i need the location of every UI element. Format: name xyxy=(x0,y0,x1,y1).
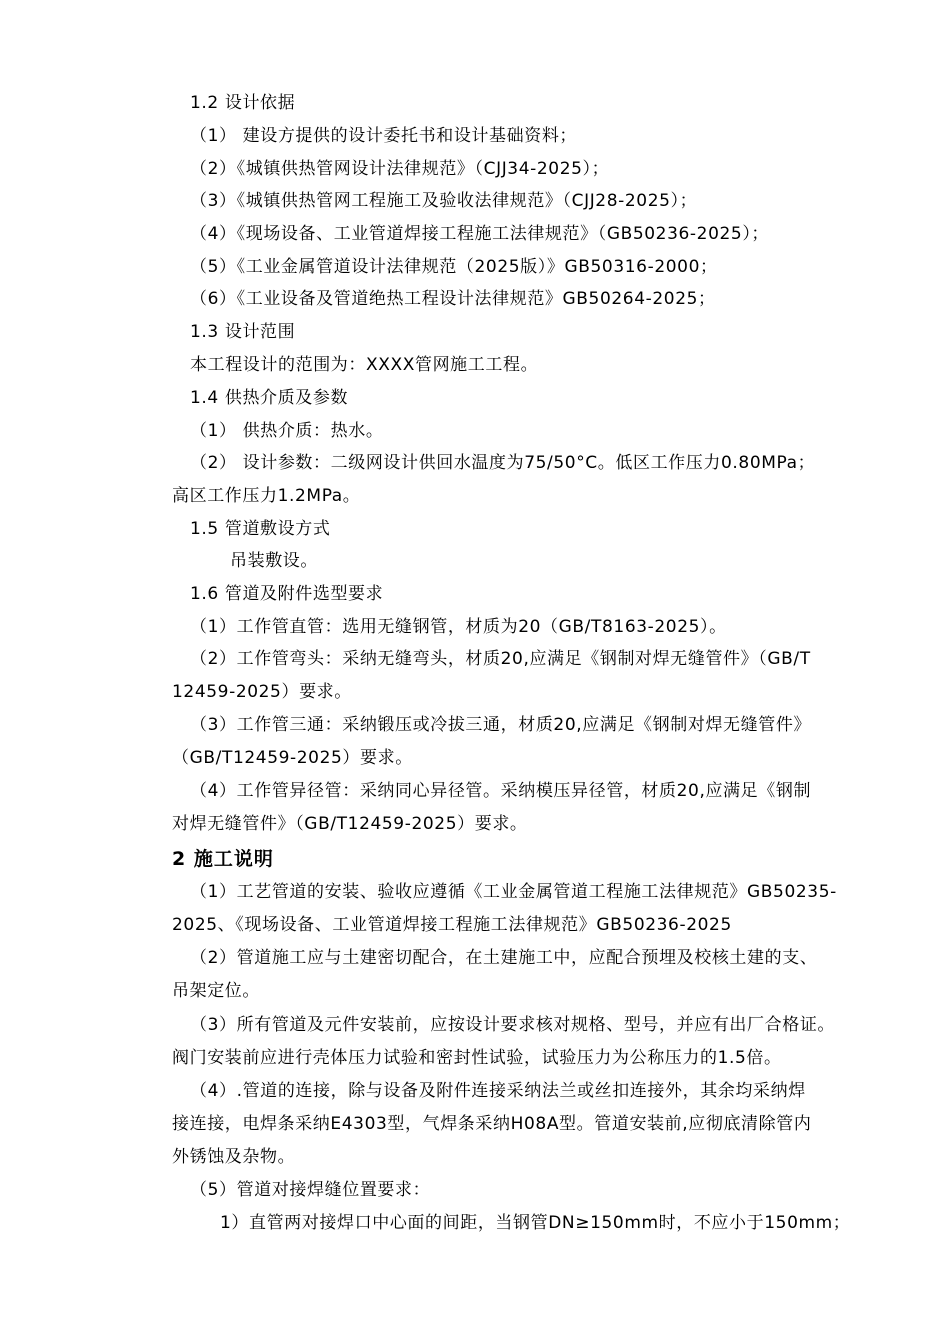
basis-item-1: （1） 建设方提供的设计委托书和设计基础资料； xyxy=(190,126,578,146)
basis-item-3: （3）《城镇供热管网工程施工及验收法律规范》（CJJ28-2025）； xyxy=(190,191,698,211)
section-heading-1-6: 1.6 管道及附件选型要求 xyxy=(190,584,384,604)
scope-text: 本工程设计的范围为：XXXX管网施工工程。 xyxy=(190,355,539,375)
construction-item-2: （2）管道施工应与土建密切配合，在土建施工中，应配合预埋及校核土建的支、 xyxy=(190,948,818,968)
construction-item-4-cont: 接连接，电焊条采纳E4303型，气焊条采纳H08A型。管道安装前,应彻底清除管内 xyxy=(172,1114,812,1134)
basis-item-4: （4）《现场设备、工业管道焊接工程施工法律规范》（GB50236-2025）； xyxy=(190,224,770,244)
basis-item-6: （6）《工业设备及管道绝热工程设计法律规范》GB50264-2025； xyxy=(190,289,716,309)
pipe-item-3: （3）工作管三通：采纳锻压或冷拔三通，材质20,应满足《钢制对焊无缝管件》 xyxy=(190,715,812,735)
construction-item-5: （5）管道对接焊缝位置要求： xyxy=(190,1180,431,1200)
basis-item-5: （5）《工业金属管道设计法律规范（2025版）》GB50316-2000； xyxy=(190,257,718,277)
construction-item-4-cont-2: 外锈蚀及杂物。 xyxy=(172,1147,296,1167)
construction-item-1-cont: 2025、《现场设备、工业管道焊接工程施工法律规范》GB50236-2025 xyxy=(172,915,732,935)
pipe-item-4-cont: 对焊无缝管件》（GB/T12459-2025）要求。 xyxy=(172,814,528,834)
pipe-item-4: （4）工作管异径管：采纳同心异径管。采纳模压异径管，材质20,应满足《钢制 xyxy=(190,781,812,801)
section-heading-1-3: 1.3 设计范围 xyxy=(190,322,296,342)
pipe-item-2-cont: 12459-2025）要求。 xyxy=(172,682,352,702)
section-heading-2: 2 施工说明 xyxy=(172,848,274,870)
medium-item-2: （2） 设计参数：二级网设计供回水温度为75/50°C。低区工作压力0.80MPa； xyxy=(190,453,816,473)
medium-item-2-cont: 高区工作压力1.2MPa。 xyxy=(172,486,361,506)
construction-item-2-cont: 吊架定位。 xyxy=(172,981,260,1001)
medium-item-1: （1） 供热介质：热水。 xyxy=(190,421,384,441)
basis-item-2: （2）《城镇供热管网设计法律规范》（CJJ34-2025）； xyxy=(190,159,610,179)
laying-method: 吊装敷设。 xyxy=(230,551,318,571)
pipe-item-3-cont: （GB/T12459-2025）要求。 xyxy=(172,748,413,768)
section-heading-1-2: 1.2 设计依据 xyxy=(190,93,296,113)
pipe-item-2: （2）工作管弯头：采纳无缝弯头，材质20,应满足《钢制对焊无缝管件》（GB/T xyxy=(190,649,811,669)
pipe-item-1: （1）工作管直管：选用无缝钢管，材质为20（GB/T8163-2025）。 xyxy=(190,617,727,637)
weld-requirement-1: 1）直管两对接焊口中心面的间距，当钢管DN≥150mm时，不应小于150mm； xyxy=(220,1213,851,1233)
construction-item-3: （3）所有管道及元件安装前，应按设计要求核对规格、型号，并应有出厂合格证。 xyxy=(190,1015,836,1035)
construction-item-4: （4）.管道的连接，除与设备及附件连接采纳法兰或丝扣连接外，其余均采纳焊 xyxy=(190,1081,806,1101)
construction-item-1: （1）工艺管道的安装、验收应遵循《工业金属管道工程施工法律规范》GB50235- xyxy=(190,882,837,902)
section-heading-1-5: 1.5 管道敷设方式 xyxy=(190,519,331,539)
construction-item-3-cont: 阀门安装前应进行壳体压力试验和密封性试验，试验压力为公称压力的1.5倍。 xyxy=(172,1048,782,1068)
section-heading-1-4: 1.4 供热介质及参数 xyxy=(190,388,349,408)
